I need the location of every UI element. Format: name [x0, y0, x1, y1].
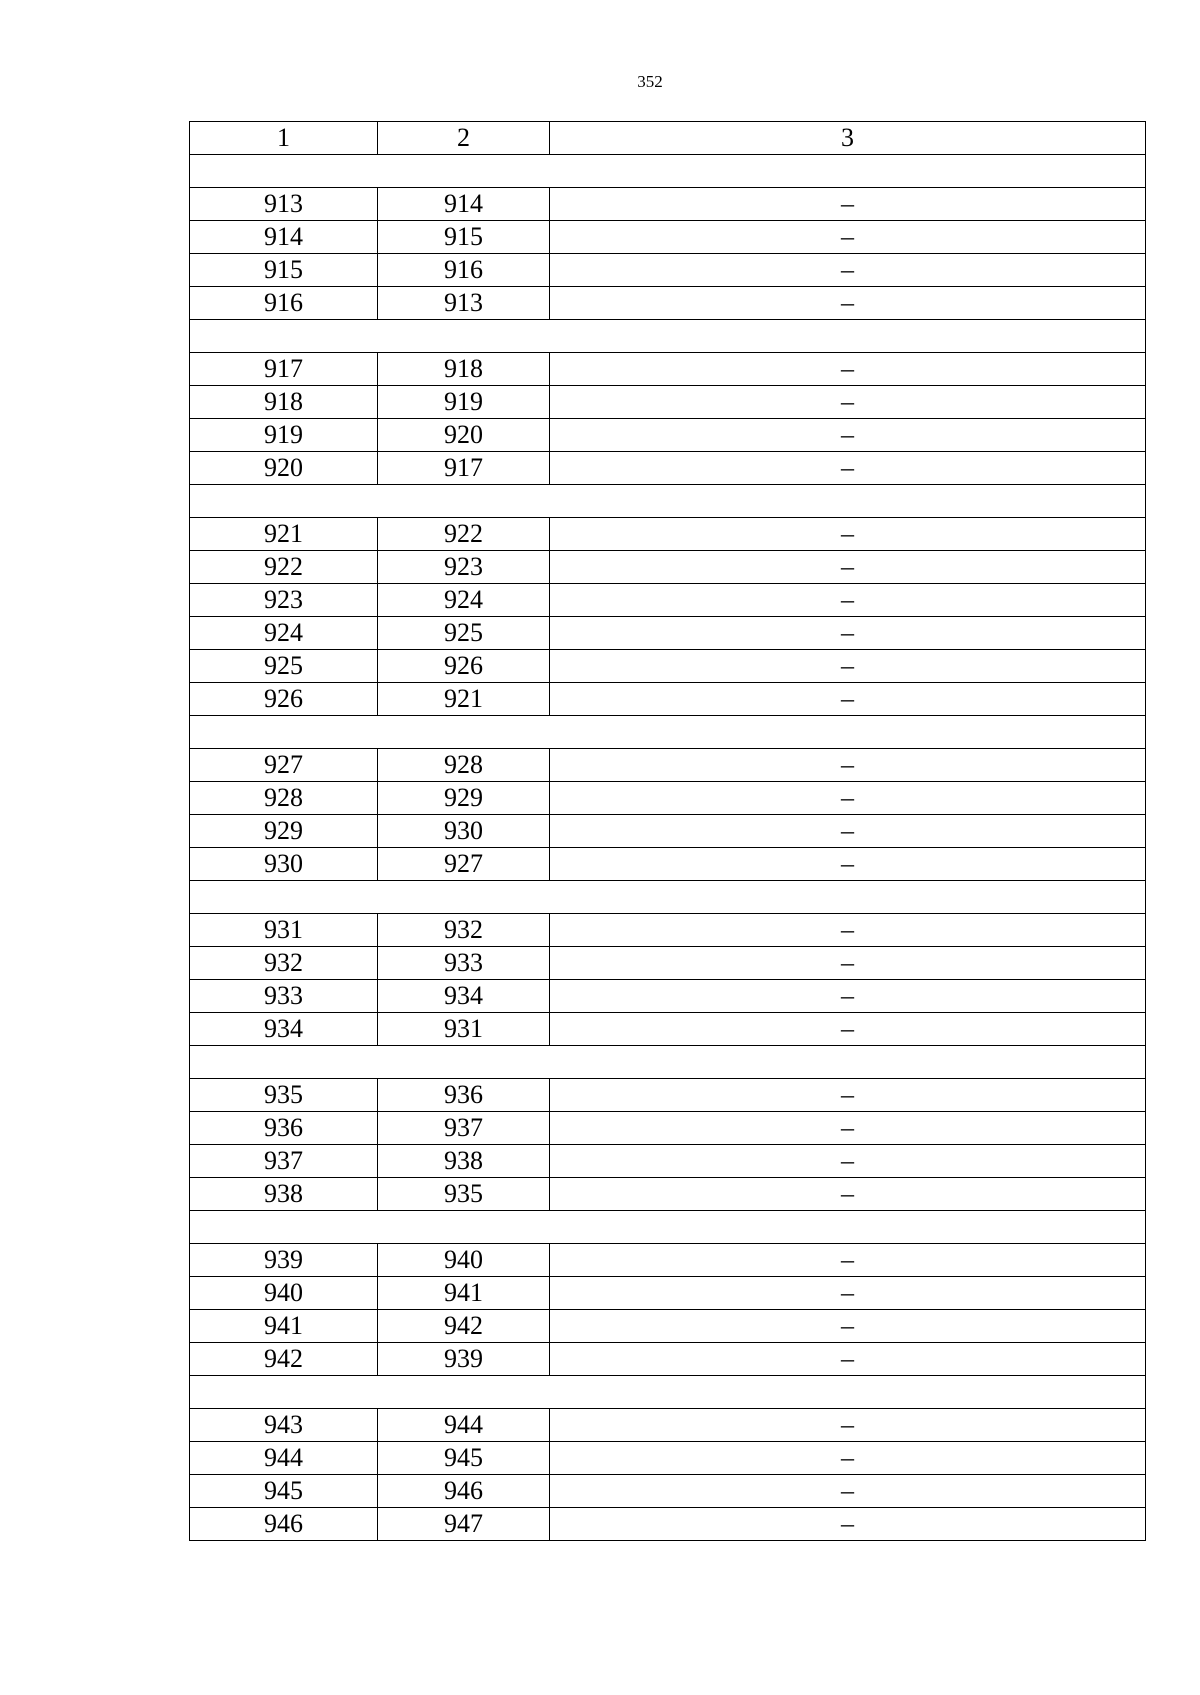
- table-body: [190, 122, 1146, 1541]
- table-row: [190, 749, 1146, 782]
- table-cell-col-3: –: [550, 1310, 1146, 1343]
- table-cell-col-2: 942: [378, 1310, 550, 1343]
- group-separator-row: [190, 1211, 1146, 1244]
- table-row: [190, 452, 1146, 485]
- table-cell-col-3: –: [550, 815, 1146, 848]
- table-cell-col-2: 921: [378, 683, 550, 716]
- table-cell-col-2: 929: [378, 782, 550, 815]
- table-cell-col-1: 929: [190, 815, 378, 848]
- table-cell-col-3: –: [550, 1442, 1146, 1475]
- table-row: [190, 1442, 1146, 1475]
- table-cell-col-1: 943: [190, 1409, 378, 1442]
- table-row: [190, 1013, 1146, 1046]
- table-cell-col-3: –: [550, 584, 1146, 617]
- table-cell-col-3: –: [550, 419, 1146, 452]
- column-header-2: 2: [378, 122, 550, 155]
- table-cell-col-2: 935: [378, 1178, 550, 1211]
- table-cell-col-2: 934: [378, 980, 550, 1013]
- table-cell-col-1: 940: [190, 1277, 378, 1310]
- table-row: [190, 1145, 1146, 1178]
- table-cell-col-1: 925: [190, 650, 378, 683]
- table-cell-col-3: –: [550, 551, 1146, 584]
- table-cell-col-3: –: [550, 914, 1146, 947]
- table-row: [190, 947, 1146, 980]
- table-cell-col-2: 919: [378, 386, 550, 419]
- table-row: [190, 1475, 1146, 1508]
- table-cell-col-2: 923: [378, 551, 550, 584]
- table-cell-col-3: –: [550, 1508, 1146, 1541]
- group-separator-cell: [190, 320, 1146, 353]
- table-cell-col-1: 946: [190, 1508, 378, 1541]
- table-cell-col-1: 941: [190, 1310, 378, 1343]
- table-cell-col-1: 936: [190, 1112, 378, 1145]
- table-cell-col-3: –: [550, 518, 1146, 551]
- table-row: [190, 1343, 1146, 1376]
- table-row: [190, 650, 1146, 683]
- table-row: [190, 683, 1146, 716]
- table-row: [190, 551, 1146, 584]
- table-cell-col-2: 931: [378, 1013, 550, 1046]
- table-cell-col-1: 921: [190, 518, 378, 551]
- table-cell-col-2: 946: [378, 1475, 550, 1508]
- table-cell-col-2: 932: [378, 914, 550, 947]
- table-row: [190, 1409, 1146, 1442]
- table-cell-col-1: 920: [190, 452, 378, 485]
- table-cell-col-3: –: [550, 287, 1146, 320]
- table-cell-col-3: –: [550, 782, 1146, 815]
- table-cell-col-3: –: [550, 1244, 1146, 1277]
- table-cell-col-1: 939: [190, 1244, 378, 1277]
- table-cell-col-1: 917: [190, 353, 378, 386]
- table-cell-col-1: 942: [190, 1343, 378, 1376]
- table-cell-col-2: 945: [378, 1442, 550, 1475]
- table-cell-col-2: 924: [378, 584, 550, 617]
- table-row: [190, 1508, 1146, 1541]
- table-cell-col-3: –: [550, 848, 1146, 881]
- table-cell-col-2: 927: [378, 848, 550, 881]
- table-row: [190, 518, 1146, 551]
- table-cell-col-2: 928: [378, 749, 550, 782]
- table-cell-col-1: 926: [190, 683, 378, 716]
- header-row: [190, 122, 1146, 155]
- table-row: [190, 617, 1146, 650]
- table-cell-col-1: 945: [190, 1475, 378, 1508]
- table-row: [190, 1079, 1146, 1112]
- table-cell-col-3: –: [550, 1277, 1146, 1310]
- table-cell-col-2: 941: [378, 1277, 550, 1310]
- table-cell-col-3: –: [550, 353, 1146, 386]
- table-cell-col-3: –: [550, 947, 1146, 980]
- table-cell-col-3: –: [550, 1409, 1146, 1442]
- group-separator-row: [190, 1376, 1146, 1409]
- data-table: [189, 121, 1146, 1541]
- table-row: [190, 1310, 1146, 1343]
- table-row: [190, 782, 1146, 815]
- table-cell-col-3: –: [550, 254, 1146, 287]
- table-cell-col-1: 930: [190, 848, 378, 881]
- table-cell-col-2: 918: [378, 353, 550, 386]
- table-row: [190, 386, 1146, 419]
- table-row: [190, 1277, 1146, 1310]
- table-cell-col-1: 923: [190, 584, 378, 617]
- group-separator-cell: [190, 1211, 1146, 1244]
- table-cell-col-3: –: [550, 1145, 1146, 1178]
- table-cell-col-2: 933: [378, 947, 550, 980]
- group-separator-row: [190, 716, 1146, 749]
- table-cell-col-3: –: [550, 1475, 1146, 1508]
- table-cell-col-1: 913: [190, 188, 378, 221]
- table-row: [190, 1244, 1146, 1277]
- table-cell-col-2: 920: [378, 419, 550, 452]
- table-cell-col-1: 914: [190, 221, 378, 254]
- group-separator-row: [190, 881, 1146, 914]
- table-row: [190, 584, 1146, 617]
- group-separator-cell: [190, 1046, 1146, 1079]
- table-cell-col-1: 924: [190, 617, 378, 650]
- table-cell-col-2: 915: [378, 221, 550, 254]
- table-cell-col-1: 938: [190, 1178, 378, 1211]
- table-cell-col-3: –: [550, 1178, 1146, 1211]
- table-cell-col-2: 938: [378, 1145, 550, 1178]
- table-cell-col-1: 937: [190, 1145, 378, 1178]
- table-cell-col-3: –: [550, 1013, 1146, 1046]
- group-separator-cell: [190, 485, 1146, 518]
- column-header-3: 3: [550, 122, 1146, 155]
- table-cell-col-3: –: [550, 452, 1146, 485]
- table-cell-col-2: 914: [378, 188, 550, 221]
- page-number: 352: [637, 72, 663, 91]
- table-cell-col-2: 926: [378, 650, 550, 683]
- table-row: [190, 221, 1146, 254]
- table-cell-col-1: 932: [190, 947, 378, 980]
- table-cell-col-1: 931: [190, 914, 378, 947]
- group-separator-row: [190, 1046, 1146, 1079]
- table-cell-col-1: 933: [190, 980, 378, 1013]
- table-cell-col-2: 930: [378, 815, 550, 848]
- group-separator-row: [190, 155, 1146, 188]
- table-row: [190, 1178, 1146, 1211]
- table-row: [190, 188, 1146, 221]
- group-separator-row: [190, 320, 1146, 353]
- table-cell-col-2: 917: [378, 452, 550, 485]
- table-cell-col-3: –: [550, 617, 1146, 650]
- table-cell-col-2: 947: [378, 1508, 550, 1541]
- table-cell-col-1: 935: [190, 1079, 378, 1112]
- table-row: [190, 914, 1146, 947]
- group-separator-cell: [190, 1376, 1146, 1409]
- table-cell-col-2: 944: [378, 1409, 550, 1442]
- table-cell-col-2: 916: [378, 254, 550, 287]
- table-cell-col-3: –: [550, 1343, 1146, 1376]
- table-row: [190, 419, 1146, 452]
- table-cell-col-1: 944: [190, 1442, 378, 1475]
- table-cell-col-3: –: [550, 980, 1146, 1013]
- table-cell-col-3: –: [550, 1112, 1146, 1145]
- table-cell-col-1: 918: [190, 386, 378, 419]
- table-cell-col-2: 913: [378, 287, 550, 320]
- table-cell-col-2: 936: [378, 1079, 550, 1112]
- table-row: [190, 980, 1146, 1013]
- table-cell-col-2: 922: [378, 518, 550, 551]
- table-cell-col-3: –: [550, 683, 1146, 716]
- table-row: [190, 287, 1146, 320]
- table-cell-col-3: –: [550, 1079, 1146, 1112]
- table-cell-col-3: –: [550, 188, 1146, 221]
- table-row: [190, 848, 1146, 881]
- column-header-1: 1: [190, 122, 378, 155]
- table-cell-col-1: 928: [190, 782, 378, 815]
- table-cell-col-3: –: [550, 221, 1146, 254]
- table-cell-col-3: –: [550, 749, 1146, 782]
- table-cell-col-1: 915: [190, 254, 378, 287]
- group-separator-cell: [190, 155, 1146, 188]
- table-cell-col-1: 927: [190, 749, 378, 782]
- group-separator-row: [190, 485, 1146, 518]
- table-row: [190, 353, 1146, 386]
- table-cell-col-1: 934: [190, 1013, 378, 1046]
- table-row: [190, 254, 1146, 287]
- group-separator-cell: [190, 881, 1146, 914]
- table-cell-col-3: –: [550, 386, 1146, 419]
- table-cell-col-1: 916: [190, 287, 378, 320]
- table-row: [190, 1112, 1146, 1145]
- table-cell-col-2: 939: [378, 1343, 550, 1376]
- table-cell-col-2: 940: [378, 1244, 550, 1277]
- group-separator-cell: [190, 716, 1146, 749]
- table-cell-col-2: 925: [378, 617, 550, 650]
- table-cell-col-3: –: [550, 650, 1146, 683]
- table-cell-col-2: 937: [378, 1112, 550, 1145]
- table-cell-col-1: 919: [190, 419, 378, 452]
- table-cell-col-1: 922: [190, 551, 378, 584]
- table-row: [190, 815, 1146, 848]
